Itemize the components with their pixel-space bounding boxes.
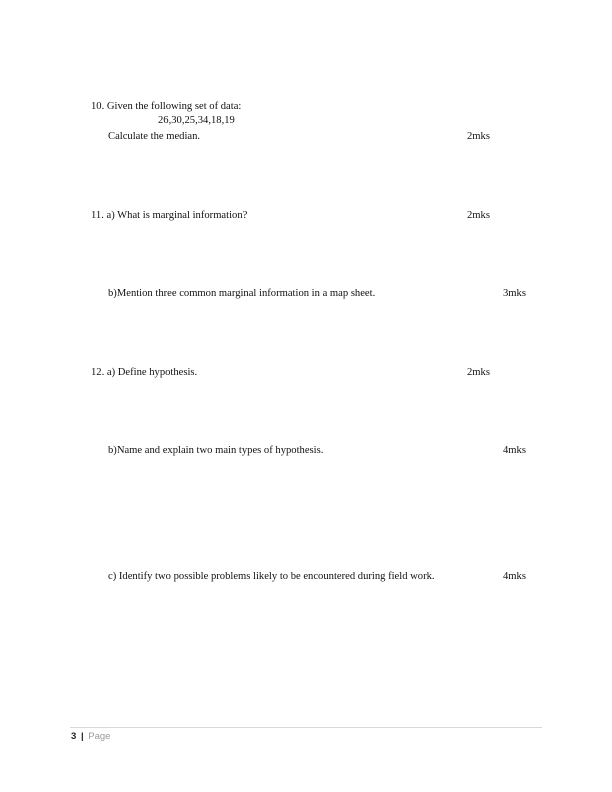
question-11b-marks: 3mks (503, 288, 526, 299)
question-12b-text: b)Name and explain two main types of hypothesis. (108, 445, 324, 456)
question-12a-text: 12. a) Define hypothesis. (91, 367, 198, 378)
page-label: Page (88, 731, 111, 742)
footer-separator: | (80, 731, 84, 742)
question-12c-marks: 4mks (503, 571, 526, 582)
question-12a-marks: 2mks (467, 367, 490, 378)
question-12c-text: c) Identify two possible problems likely to be encountered during field work. (108, 571, 435, 582)
question-12b-marks: 4mks (503, 445, 526, 456)
page-footer (71, 731, 110, 743)
footer-divider (70, 727, 542, 728)
question-10-stem: 10. Given the following set of data: (91, 101, 242, 112)
question-11a-text: 11. a) What is marginal information? (91, 210, 248, 221)
question-11b-text: b)Mention three common marginal information in a map sheet. (108, 288, 376, 299)
question-11a-marks: 2mks (467, 210, 490, 221)
question-10-instruction: Calculate the median. (108, 131, 201, 142)
page-number: 3 (71, 731, 77, 742)
question-10-data-set: 26,30,25,34,18,19 (158, 115, 235, 126)
question-10-marks: 2mks (467, 131, 490, 142)
